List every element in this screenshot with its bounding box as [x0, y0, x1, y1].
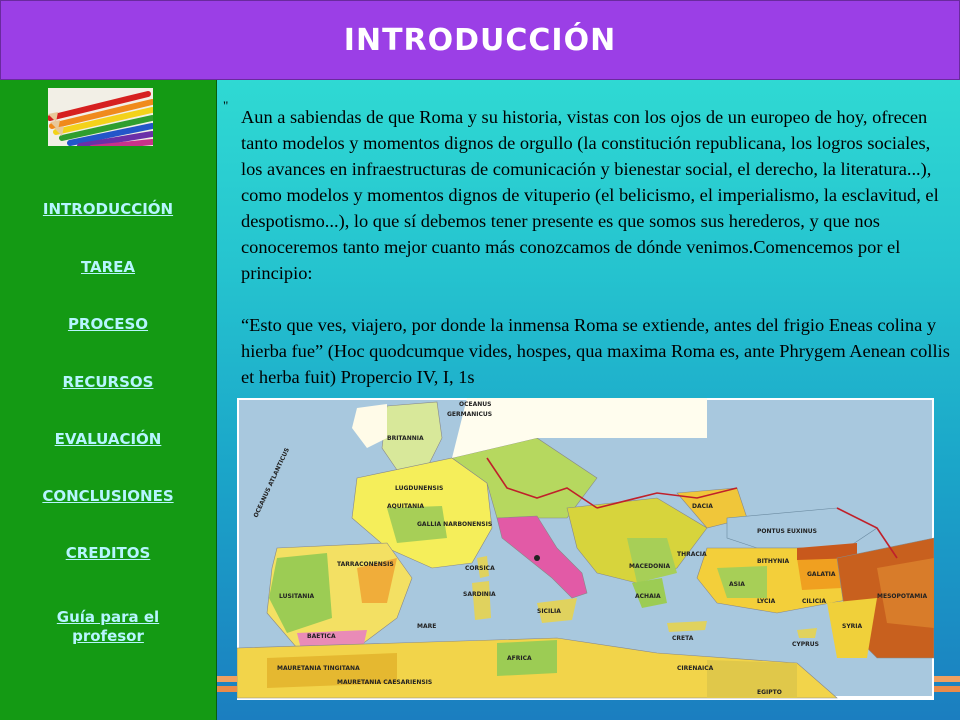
- map-label: BAETICA: [307, 633, 336, 640]
- sidebar-nav: [0, 80, 217, 720]
- map-label: BRITANNIA: [387, 435, 424, 442]
- colored-pencils-image: [48, 88, 153, 146]
- nav-link-evaluacion[interactable]: EVALUACIÓN: [54, 430, 162, 448]
- map-label: GERMANICUS: [447, 411, 493, 418]
- map-label: AFRICA: [507, 655, 532, 662]
- map-label: MAURETANIA TINGITANA: [277, 665, 360, 672]
- propertius-quote: “Esto que ves, viajero, por donde la inmensa Roma se extiende, antes del frigio Eneas colina y hierba fue” (Hoc quodcumque vides, hospes, qua maxima Roma es, ante Phrygem Aenean collis et herba fuit) Propercio IV, I, 1s: [241, 315, 950, 387]
- map-label: ACHAIA: [635, 593, 661, 600]
- map-label: CRETA: [672, 635, 694, 642]
- intro-paragraph: Aun a sabiendas de que Roma y su historia, vistas con los ojos de un europeo de hoy, ofrecen tanto modelos y momentos dignos de orgullo (la constitución republicana, los logros sociales, los avances en infraestructuras de comunicación y bienestar social, el derecho, la literatura...), como modelos y momentos dignos de vituperio (el belicismo, el imperialismo, la esclavitud, el despotismo...), lo que sí debemos tener presente es que somos sus herederos, y que nos conoceremos tanto mejor cuanto más conozcamos de dónde venimos.Comencemos por el principio:: [241, 107, 939, 283]
- map-label: CILICIA: [802, 598, 826, 605]
- map-label: SARDINIA: [463, 591, 496, 598]
- map-label: MACEDONIA: [629, 563, 671, 570]
- map-label: TARRACONENSIS: [337, 561, 394, 568]
- nav-link-proceso[interactable]: PROCESO: [67, 315, 149, 333]
- map-label: EGIPTO: [757, 689, 782, 696]
- map-label: CYPRUS: [792, 641, 819, 648]
- main-content: [217, 80, 960, 720]
- nav-link-recursos[interactable]: RECURSOS: [62, 373, 154, 391]
- stray-quote-mark: ": [223, 98, 229, 113]
- map-label: ASIA: [729, 581, 745, 588]
- map-label: GALLIA NARBONENSIS: [417, 521, 493, 528]
- map-label: SYRIA: [842, 623, 863, 630]
- map-label: THRACIA: [677, 551, 707, 558]
- map-label: CIRENAICA: [677, 665, 714, 672]
- map-label: LYCIA: [757, 598, 776, 605]
- page-title: INTRODUCCIÓN: [343, 23, 617, 58]
- intro-text: [241, 104, 955, 390]
- nav-link-introduccion[interactable]: INTRODUCCIÓN: [42, 200, 174, 218]
- map-label: CORSICA: [465, 565, 495, 572]
- map-label: DACIA: [692, 503, 713, 510]
- page-header: [0, 0, 960, 80]
- nav-link-creditos[interactable]: CREDITOS: [65, 544, 151, 562]
- map-label: AQUITANIA: [387, 503, 425, 510]
- nav-link-guia-profesor[interactable]: Guía para el profesor: [56, 608, 160, 645]
- map-label: BITHYNIA: [757, 558, 790, 565]
- map-label: MAURETANIA CAESARIENSIS: [337, 679, 433, 686]
- nav-link-conclusiones[interactable]: CONCLUSIONES: [42, 487, 174, 505]
- map-label: SICILIA: [537, 608, 561, 615]
- map-label: MARE: [417, 623, 437, 630]
- map-label: OCEANUS ATLANTICUS: [252, 446, 292, 519]
- nav-link-tarea[interactable]: TAREA: [80, 258, 136, 276]
- map-label: GALATIA: [807, 571, 836, 578]
- map-label: OCEANUS: [459, 401, 492, 408]
- map-label: MESOPOTAMIA: [877, 593, 928, 600]
- map-label: LUGDUNENSIS: [395, 485, 444, 492]
- map-label: LUSITANIA: [279, 593, 315, 600]
- map-label: PONTUS EUXINUS: [757, 528, 817, 535]
- roman-empire-map: [237, 398, 934, 700]
